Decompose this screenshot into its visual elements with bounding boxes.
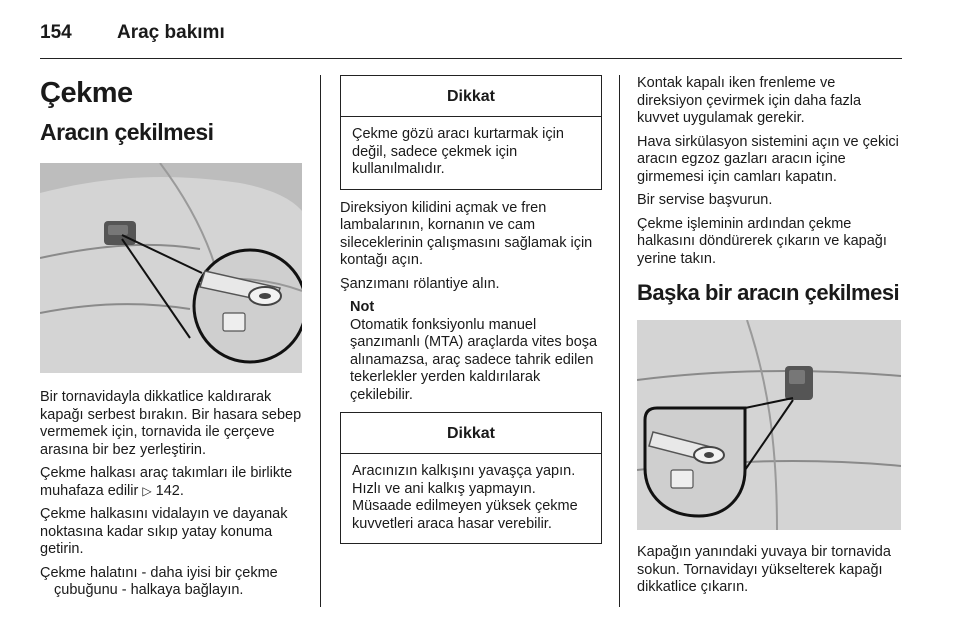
caution-text: Aracınızın kalkışını yavaşça yapın. Hızlı ve ani kalkış yapmayın. Müsaade edilmeyen yüksek çekme kuvvetleri araca hasar verebilir.	[352, 463, 578, 532]
paragraph: Direksiyon kilidini açmak ve fren lambalarının, kornanın ve cam sileceklerinin çalışmasını sağlamak için kontağı açın.	[340, 199, 593, 268]
note-label: Not	[350, 299, 375, 315]
column-middle	[340, 75, 602, 544]
page-number: 154	[40, 22, 72, 43]
page-reference-icon: ▷	[142, 483, 152, 498]
caution-box	[340, 412, 602, 544]
paragraph: Bir tornavidayla dikkatlice kaldırarak kapağı serbest bırakın. Bir hasara sebep vermemek için, tornavida ile çerçeve arasına bir bez yerleştirin.	[40, 389, 302, 458]
paragraph: Çekme halatını - daha iyisi bir çekme çubuğunu - halkaya bağlayın.	[40, 564, 278, 598]
paragraph	[40, 465, 302, 500]
section-heading: Aracın çekilmesi	[40, 119, 214, 145]
caution-title: Dikkat	[341, 76, 601, 117]
caption: Kapağın yanındaki yuvaya bir tornavida sokun. Tornavidayı yükselterek kapağı dikkatlice çıkarın.	[637, 544, 891, 595]
column-divider	[619, 75, 620, 607]
caution-title: Dikkat	[341, 413, 601, 454]
column-left	[40, 75, 302, 606]
front-bumper-cover-illustration	[40, 163, 302, 373]
page-header	[40, 18, 902, 59]
caution-text: Çekme gözü aracı kurtarmak için değil, sadece çekmek için kullanılmalıdır.	[352, 126, 564, 177]
page-reference: 142.	[155, 482, 184, 499]
note-block	[350, 299, 602, 404]
section-title: Araç bakımı	[117, 22, 225, 43]
caution-box	[340, 75, 602, 190]
paragraph: Bir servise başvurun.	[637, 192, 773, 208]
rear-bumper-cover-illustration	[637, 320, 901, 530]
paragraph: Hava sirkülasyon sistemini açın ve çekici aracın egzoz gazları aracın içine girmemesi için camları kapatın.	[637, 133, 899, 185]
note-text: Otomatik fonksiyonlu manuel şanzımanlı (MTA) araçlarda vites boşa alınamazsa, araç sadece tahrik edilen tekerlekler yerden kaldırılarak çekilebilir.	[350, 316, 598, 403]
paragraph-text: Çekme halkası araç takımları ile birlikte muhafaza edilir	[40, 465, 293, 499]
paragraph: Çekme işleminin ardından çekme halkasını döndürerek çıkarın ve kapağı yerine takın.	[637, 215, 887, 267]
chapter-title: Çekme	[40, 77, 133, 109]
section-heading: Başka bir aracın çekilmesi	[637, 280, 900, 305]
column-right	[637, 75, 903, 603]
column-divider	[320, 75, 321, 607]
paragraph: Çekme halkasını vidalayın ve dayanak noktasına kadar sıkıp yatay konuma getirin.	[40, 506, 288, 557]
paragraph: Şanzımanı rölantiye alın.	[340, 275, 500, 292]
paragraph: Kontak kapalı iken frenleme ve direksiyon çevirmek için daha fazla kuvvet uygulamak gerekir.	[637, 75, 862, 126]
